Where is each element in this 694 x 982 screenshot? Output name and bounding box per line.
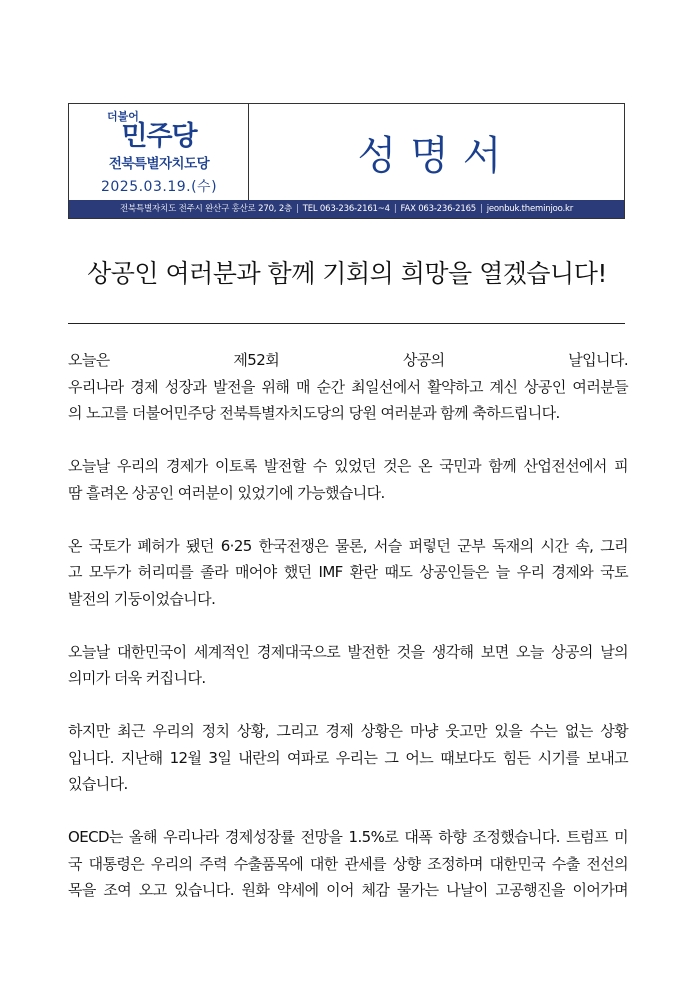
document-title: 성명서 [357, 132, 516, 179]
phone-text: TEL 063-236-2161~4 [302, 204, 390, 214]
text-line: 땀 흘려온 상공인 여러분이 있었기에 가능했습니다. [68, 483, 385, 502]
text-line: 오늘날 우리의 경제가 이토록 발전할 수 있었던 것은 온 국민과 함께 산업전선에서 피 [68, 457, 628, 475]
text-line: 우리나라 경제 성장과 발전을 위해 매 순간 최일선에서 활약하고 계신 상공인 여러분들 [68, 377, 628, 396]
logo-branch-name: 전북특별자치도당 [108, 156, 210, 172]
text-line: 목을 조여 오고 있습니다. 원화 약세에 이어 체감 물가는 나날이 고공행진을 이어가며 [68, 881, 628, 899]
paragraph [68, 824, 628, 904]
text-line: 국 대통령은 우리의 주력 수출품목에 대한 관세를 상향 조정하며 대한민국 수출 전선의 [68, 854, 628, 873]
text-line: 발전의 기둥이었습니다. [68, 589, 216, 608]
paragraph [68, 639, 628, 692]
statement-headline: 상공인 여러분과 함께 기회의 희망을 열겠습니다! [87, 259, 607, 288]
text-line: 고 모두가 허리띠를 졸라 매어야 했던 IMF 환란 때도 상공인들은 늘 우리 경제와 국토 [68, 563, 628, 581]
party-logo-block [69, 104, 249, 200]
separator: | [296, 204, 299, 214]
text-line: 하지만 최근 우리의 정치 상황, 그리고 경제 상황은 마냥 웃고만 있을 수는 없는 상황 [68, 722, 628, 740]
fax-text: FAX 063-236-2165 [400, 204, 477, 214]
text-line: OECD는 올해 우리나라 경제성장률 전망을 1.5%로 대폭 하향 조정했습니다. 트럼프 미 [68, 828, 628, 846]
text-line: 의미가 더욱 커집니다. [68, 669, 206, 687]
text-line: 오늘은 제52회 상공의 날입니다. [68, 351, 628, 369]
headline-divider [68, 323, 625, 324]
paragraph [68, 718, 628, 798]
separator: | [393, 204, 397, 214]
website-link[interactable]: jeonbuk.theminjoo.kr [486, 204, 573, 214]
text-line: 있습니다. [68, 775, 128, 793]
separator: | [480, 204, 483, 214]
text-line: 입니다. 지난해 12월 3일 내란의 여파로 우리는 그 어느 때보다도 힘든 시기를 보내고 [68, 748, 628, 767]
statement-body [68, 347, 628, 930]
text-line: 온 국토가 폐허가 됐던 6·25 한국전쟁은 물론, 서슬 퍼렇던 군부 독재의 시간 속, 그리 [68, 536, 628, 555]
title-block [249, 104, 624, 200]
contact-bar [69, 200, 624, 218]
logo-main-text: 민주당 [121, 121, 197, 152]
paragraph [68, 453, 628, 506]
paragraph [68, 347, 628, 427]
logo-small-text: 더불어 [107, 110, 139, 123]
text-line: 의 노고를 더불어민주당 전북특별자치도당의 당원 여러분과 함께 축하드립니다. [68, 404, 560, 422]
letterhead [68, 103, 625, 219]
address-text: 전북특별자치도 전주시 완산구 홍산로 270, 2층 [120, 204, 293, 214]
release-date: 2025.03.19.(수) [100, 179, 218, 195]
text-line: 오늘날 대한민국이 세계적인 경제대국으로 발전한 것을 생각해 보면 오늘 상공의 날의 [68, 642, 628, 661]
paragraph [68, 533, 628, 613]
